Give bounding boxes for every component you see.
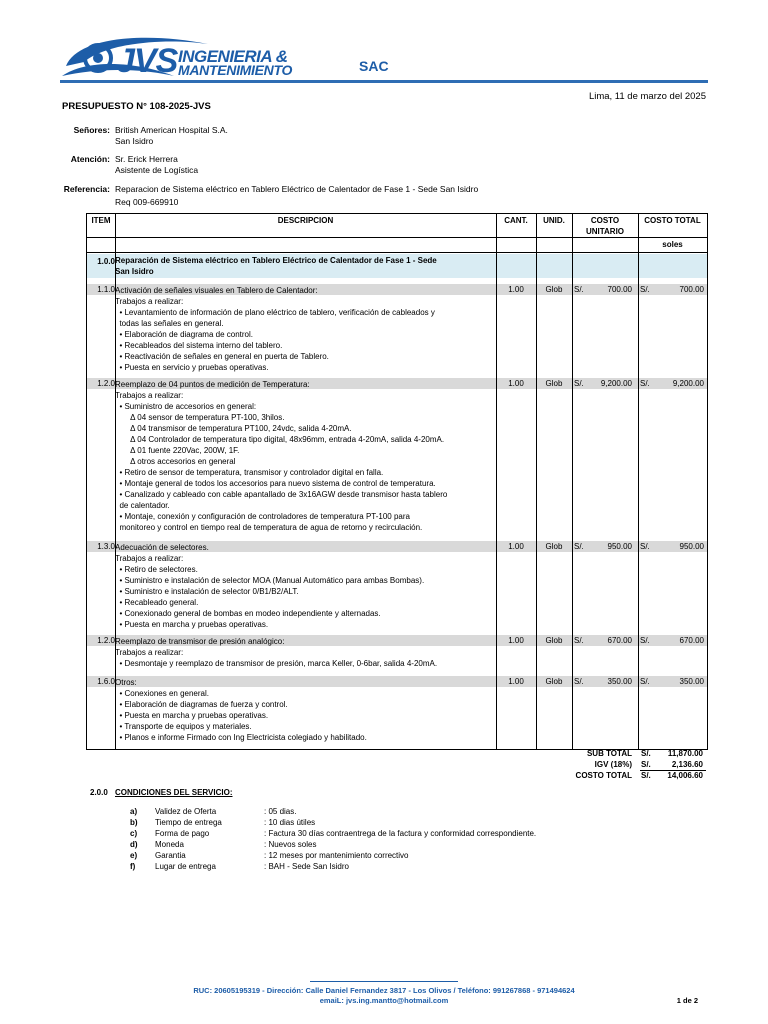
row-detail-line: Trabajos a realizar: — [115, 554, 184, 563]
row-total-price: 700.00 — [679, 285, 704, 294]
condition-letter: f) — [130, 862, 136, 871]
row-item-number: 1.3.0 — [97, 542, 115, 551]
row-detail-line: • Recableados del sistema interno del tablero. — [115, 341, 283, 350]
total-cost-label: COSTO TOTAL — [575, 771, 632, 780]
row-quantity: 1.00 — [508, 379, 524, 388]
row-detail-line: • Planos e informe Firmado con Ing Electricista colegiado y habilitado. — [115, 733, 367, 742]
condition-name: Garantia — [155, 851, 186, 860]
table-divider — [536, 214, 537, 749]
document-date: Lima, 11 de marzo del 2025 — [588, 91, 706, 102]
igv-currency: S/. — [641, 760, 651, 769]
row-detail-line: de calentador. — [115, 501, 170, 510]
row-detail-line: • Reactivación de señales en general en puerta de Tablero. — [115, 352, 329, 361]
row-detail-line: todas las señales en general. — [115, 319, 224, 328]
reference-label: Referencia: — [63, 184, 110, 194]
total-cost-value: 14,006.60 — [667, 771, 703, 780]
logo-company-suffix: SAC — [359, 58, 389, 74]
footer-divider — [310, 981, 458, 982]
row-total-currency: S/. — [640, 542, 650, 551]
row-detail-line: • Conexionado general de bombas en modeo independiente y alternadas. — [115, 609, 381, 618]
row-quantity: 1.00 — [508, 677, 524, 686]
row-detail-line: • Puesta en marcha y pruebas operativas. — [115, 620, 269, 629]
header-divider — [60, 80, 708, 83]
row-title: Adecuación de selectores. — [115, 543, 209, 552]
igv-value: 2,136.60 — [671, 760, 703, 769]
row-quantity: 1.00 — [508, 542, 524, 551]
condition-letter: e) — [130, 851, 138, 860]
row-unit-currency: S/. — [574, 285, 584, 294]
igv-label: IGV (18%) — [594, 760, 632, 769]
row-total-currency: S/. — [640, 636, 650, 645]
row-unit: Glob — [545, 636, 563, 645]
reference-text: Reparacion de Sistema eléctrico en Tablero Eléctrico de Calentador de Fase 1 - Sede San Isidro — [115, 184, 479, 194]
row-detail-line: • Montaje general de todos los accesorios para nuevo sistema de control de temperatura. — [115, 479, 436, 488]
header-currency-note: soles — [662, 240, 683, 249]
header-unit-cost-sub: UNITARIO — [585, 227, 625, 236]
attention-name: Sr. Erick Herrera — [115, 154, 178, 164]
table-divider — [496, 214, 497, 749]
condition-name: Forma de pago — [155, 829, 210, 838]
row-detail-line: • Retiro de selectores. — [115, 565, 198, 574]
row-detail-line: • Canalizado y cableado con cable apantallado de 3x16AGW desde transmisor hasta tablero — [115, 490, 448, 499]
row-detail-line: • Elaboración de diagrama de control. — [115, 330, 253, 339]
row-unit-price: 700.00 — [607, 285, 632, 294]
row-title: Reemplazo de transmisor de presión analógico: — [115, 637, 285, 646]
condition-letter: d) — [130, 840, 138, 849]
reference-req: Req 009-669910 — [115, 197, 179, 207]
logo-company-line1: INGENIERIA & — [178, 47, 288, 66]
table-divider — [87, 237, 707, 238]
row-item-number: 1.2.0 — [97, 636, 115, 645]
row-quantity: 1.00 — [508, 636, 524, 645]
recipient-name: British American Hospital S.A. — [115, 125, 228, 135]
row-detail-line: Δ 04 sensor de temperatura PT-100, 3hilos. — [115, 413, 285, 422]
condition-name: Lugar de entrega — [155, 862, 216, 871]
condition-name: Tiempo de entrega — [155, 818, 222, 827]
row-detail-line: • Conexiones en general. — [115, 689, 209, 698]
subtotal-label: SUB TOTAL — [586, 749, 632, 758]
row-detail-line: • Retiro de sensor de temperatura, transmisor y controlador digital en falla. — [115, 468, 384, 477]
condition-value: : 10 dias útiles — [264, 818, 316, 827]
subtotal-value: 11,870.00 — [667, 749, 703, 758]
conditions-number: 2.0.0 — [90, 788, 108, 797]
condition-letter: a) — [130, 807, 138, 816]
row-unit: Glob — [545, 379, 563, 388]
row-title: Otros: — [115, 678, 137, 687]
row-unit: Glob — [545, 677, 563, 686]
footer-email: emaiL: jvs.ing.mantto@hotmail.com — [319, 996, 449, 1005]
row-unit-price: 350.00 — [607, 677, 632, 686]
condition-name: Moneda — [155, 840, 184, 849]
logo-company-line2: MANTENIMIENTO — [178, 62, 293, 78]
row-detail-line: monitoreo y control en tiempo real de temperatura de agua de retorno y recirculación. — [115, 523, 423, 532]
condition-value: : 05 dias. — [264, 807, 297, 816]
header-description: DESCRIPCION — [277, 216, 334, 225]
row-detail-line: Δ 01 fuente 220Vac, 200W, 1F. — [115, 446, 240, 455]
recipient-location: San Isidro — [115, 136, 154, 146]
row-detail-line: Trabajos a realizar: — [115, 297, 184, 306]
row-total-currency: S/. — [640, 285, 650, 294]
row-detail-line: • Desmontaje y reemplazo de transmisor de presión, marca Keller, 0-6bar, salida 4-20mA. — [115, 659, 438, 668]
row-detail-line: • Puesta en servicio y pruebas operativas. — [115, 363, 269, 372]
row-total-currency: S/. — [640, 379, 650, 388]
row-detail-line: • Suministro e instalación de selector 0/B1/B2/ALT. — [115, 587, 299, 596]
logo-brand-text: JVS — [116, 42, 178, 80]
row-unit: Glob — [545, 285, 563, 294]
header-total-cost: COSTO TOTAL — [644, 216, 701, 225]
row-item-number: 1.2.0 — [97, 379, 115, 388]
quote-table — [86, 213, 708, 750]
footer-contact: RUC: 20605195319 - Dirección: Calle Daniel Fernandez 3817 - Los Olivos / Teléfono: 991267868 - 971494624 — [193, 986, 575, 995]
condition-value: : Factura 30 días contraentrega de la factura y conformidad correspondiente. — [264, 829, 537, 838]
table-divider — [638, 214, 639, 749]
row-item-number: 1.1.0 — [97, 285, 115, 294]
row-total-price: 9,200.00 — [672, 379, 704, 388]
row-detail-line: • Suministro de accesorios en general: — [115, 402, 257, 411]
row-title: Reemplazo de 04 puntos de medición de Temperatura: — [115, 380, 310, 389]
condition-value: : Nuevos soles — [264, 840, 317, 849]
condition-name: Validez de Oferta — [155, 807, 217, 816]
header-qty: CANT. — [504, 216, 528, 225]
row-detail-line: Trabajos a realizar: — [115, 391, 184, 400]
row-detail-line: Trabajos a realizar: — [115, 648, 184, 657]
quote-number: PRESUPUESTO N° 108-2025-JVS — [62, 101, 211, 112]
condition-value: : BAH - Sede San Isidro — [264, 862, 349, 871]
row-total-price: 350.00 — [679, 677, 704, 686]
row-unit-currency: S/. — [574, 542, 584, 551]
row-total-price: 950.00 — [679, 542, 704, 551]
row-detail-line: • Levantamiento de información de plano eléctrico de tablero, verificación de cableados y — [115, 308, 435, 317]
header-item: ITEM — [91, 216, 111, 225]
row-total-price: 670.00 — [679, 636, 704, 645]
section-item-number: 1.0.0 — [97, 257, 115, 266]
row-unit-price: 670.00 — [607, 636, 632, 645]
section-title — [115, 255, 437, 277]
row-detail-line: • Elaboración de diagramas de fuerza y control. — [115, 700, 288, 709]
row-unit-currency: S/. — [574, 379, 584, 388]
row-item-number: 1.6.0 — [97, 677, 115, 686]
section-title-line: San Isidro — [115, 267, 154, 276]
section-title-line: Reparación de Sistema eléctrico en Tablero Eléctrico de Calentador de Fase 1 - Sede — [115, 256, 437, 265]
row-unit-price: 950.00 — [607, 542, 632, 551]
attention-label: Atención: — [70, 154, 110, 164]
row-total-currency: S/. — [640, 677, 650, 686]
attention-role: Asistente de Logística — [115, 165, 199, 175]
recipient-label: Señores: — [73, 125, 110, 135]
row-detail-line: Δ otros accesorios en general — [115, 457, 236, 466]
row-quantity: 1.00 — [508, 285, 524, 294]
conditions-title: CONDICIONES DEL SERVICIO: — [115, 788, 233, 797]
row-detail-line: Δ 04 transmisor de temperatura PT100, 24vdc, salida 4-20mA. — [115, 424, 352, 433]
row-unit-currency: S/. — [574, 677, 584, 686]
header-unit: UNID. — [543, 216, 565, 225]
table-divider — [572, 214, 573, 749]
page-number: 1 de 2 — [676, 996, 698, 1005]
table-divider — [87, 252, 707, 253]
row-detail-line: • Transporte de equipos y materiales. — [115, 722, 252, 731]
header-unit-cost: COSTO — [590, 216, 620, 225]
row-detail-line: • Suministro e instalación de selector MOA (Manual Automático para ambas Bombas). — [115, 576, 425, 585]
row-title: Activación de señales visuales en Tablero de Calentador: — [115, 286, 318, 295]
condition-value: : 12 meses por mantenimiento correctivo — [264, 851, 409, 860]
condition-letter: b) — [130, 818, 138, 827]
total-cost-currency: S/. — [641, 771, 651, 780]
condition-letter: c) — [130, 829, 138, 838]
subtotal-currency: S/. — [641, 749, 651, 758]
row-detail-line: Δ 04 Controlador de temperatura tipo digital, 48x96mm, entrada 4-20mA, salida 4-20mA. — [115, 435, 445, 444]
row-detail-line: • Recableado general. — [115, 598, 199, 607]
row-detail-line: • Montaje, conexión y configuración de controladores de temperatura PT-100 para — [115, 512, 410, 521]
row-unit-price: 9,200.00 — [600, 379, 632, 388]
row-detail-line: • Puesta en marcha y pruebas operativas. — [115, 711, 269, 720]
row-unit-currency: S/. — [574, 636, 584, 645]
row-unit: Glob — [545, 542, 563, 551]
